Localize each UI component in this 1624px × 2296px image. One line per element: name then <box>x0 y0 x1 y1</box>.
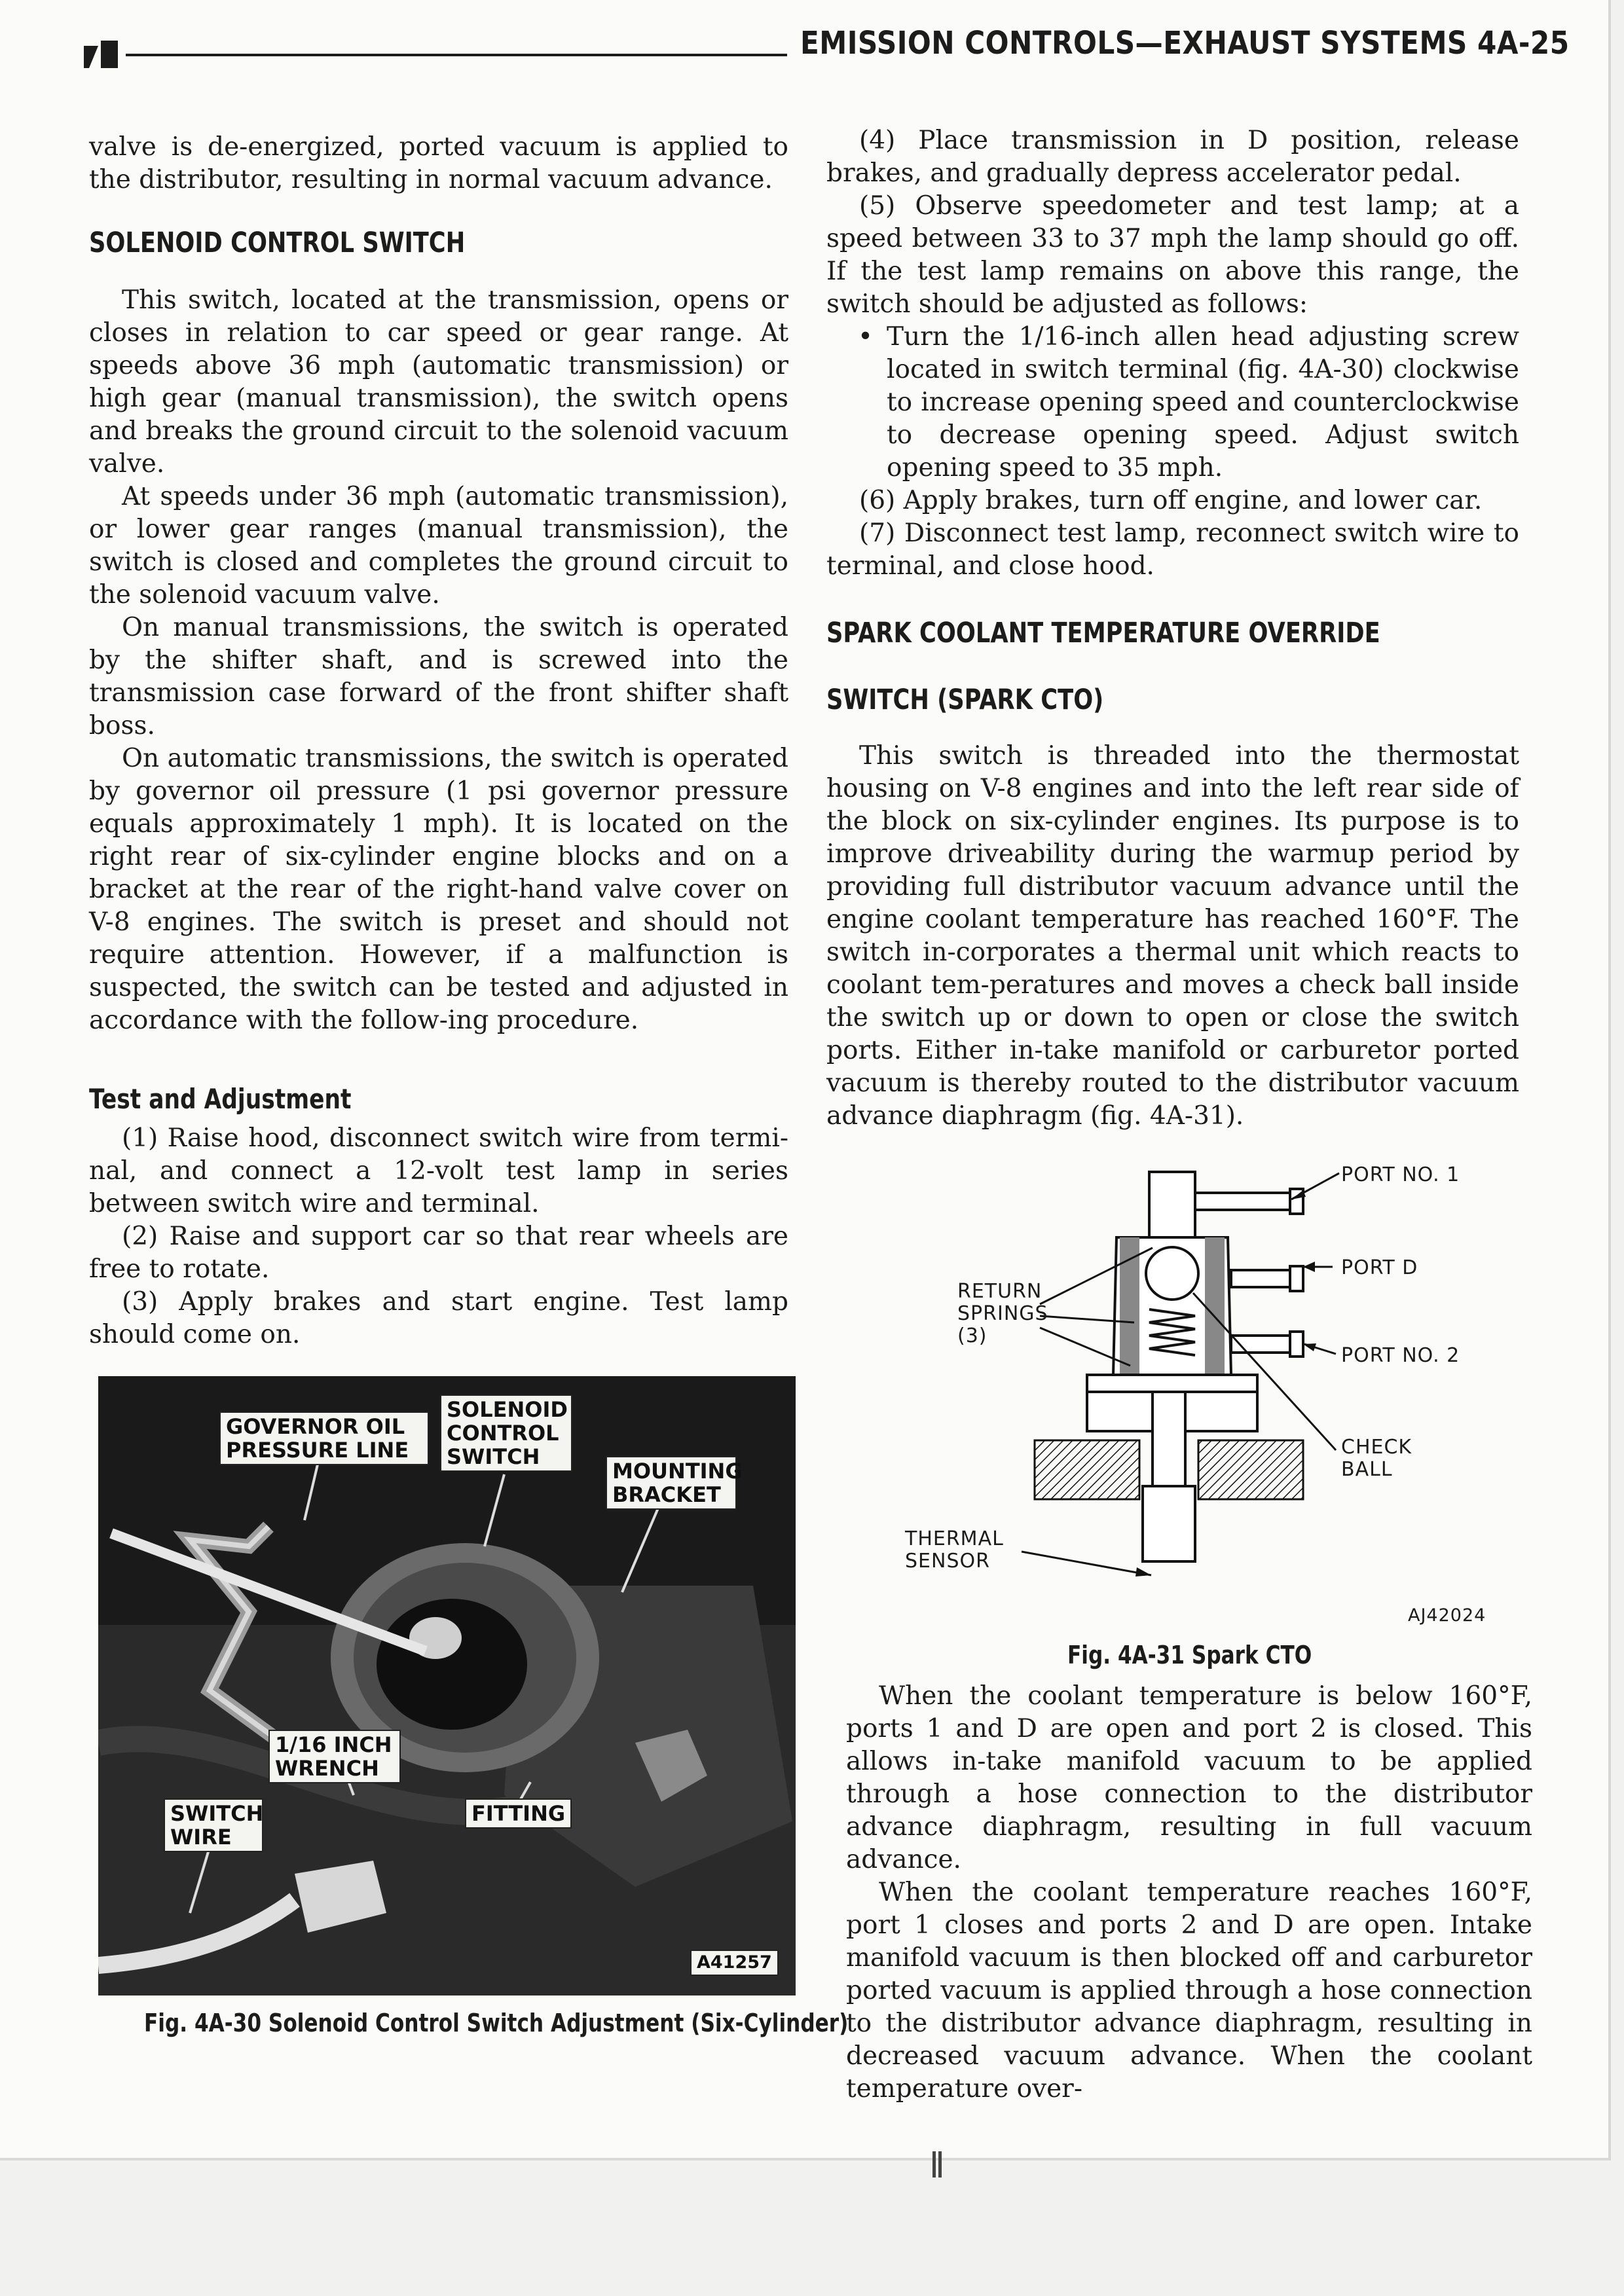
step-7: (7) Disconnect test lamp, reconnect switch wire to terminal, and close hood. <box>826 519 1519 581</box>
label-governor-oil-pressure-line: GOVERNOR OIL PRESSURE LINE <box>219 1412 429 1465</box>
adjust-bullet <box>826 321 1519 484</box>
left-column <box>89 131 788 1351</box>
spark-cto-diagram <box>891 1159 1375 1591</box>
diagram-code: AJ42024 <box>1408 1605 1486 1626</box>
bullet-text: Turn the 1/16-inch allen head adjusting screw located in switch terminal (fig. 4A-30) clockwise to increase opening speed and counterclockwise to decrease opening speed. Adjust switch opening speed to 35 mph. <box>887 322 1519 483</box>
heading-test-and-adjustment: Test and Adjustment <box>89 1083 352 1115</box>
label-return-springs: RETURN SPRINGS (3) <box>957 1280 1048 1347</box>
heading-spark-cto-line1: SPARK COOLANT TEMPERATURE OVERRIDE <box>826 617 1380 649</box>
label-solenoid-control-switch: SOLENOID CONTROL SWITCH <box>440 1394 572 1472</box>
paragraph-cto-description: This switch is threaded into the thermostat housing on V-8 engines and into the left rear side of the block on six-cylinder engines. Its purpose is to improve driveability during the warmup period by providing full distributor vacuum advance until the engine coolant temperature has reached 160°F. The switch in-corporates a thermal unit which reacts to coolant tem-peratures and moves a check ball inside the switch up or down to open or close the switch ports. Either in-take manifold or carburetor ported vacuum is thereby routed to the distributor vacuum advance diaphragm (fig. 4A-31). <box>826 741 1519 1131</box>
bullet-mark: • <box>858 322 874 352</box>
step-1: (1) Raise hood, disconnect switch wire from termi-nal, and connect a 12-volt test lamp in series between switch wire and terminal. <box>89 1123 788 1218</box>
paragraph: On automatic transmissions, the switch is operated by governor oil pressure (1 psi governor pressure equals approximately 1 mph). It is located on the right rear of six-cylinder engine blocks and on a bracket at the rear of the right-hand valve cover on V-8 engines. The switch is preset and should not require attention. However, if a malfunction is suspected, the switch can be tested and adjusted in accordance with the follow-ing procedure. <box>89 744 788 1035</box>
binding-mark <box>932 2151 942 2178</box>
page-header-title: EMISSION CONTROLS—EXHAUST SYSTEMS 4A-25 <box>800 25 1570 62</box>
heading-solenoid-control-switch: SOLENOID CONTROL SWITCH <box>89 227 466 259</box>
label-port-1: PORT NO. 1 <box>1341 1163 1460 1186</box>
step-6: (6) Apply brakes, turn off engine, and lower car. <box>859 486 1483 515</box>
header-rule <box>126 54 787 56</box>
photo-code: A41257 <box>690 1950 779 1976</box>
step-5: (5) Observe speedometer and test lamp; at a speed between 33 to 37 mph the lamp should go off. If the test lamp remains on above this range, the switch should be adjusted as follows: <box>826 191 1519 319</box>
paragraph: This switch, located at the transmission, opens or closes in relation to car speed or gear range. At speeds above 36 mph (automatic transmission) or high gear (manual transmission), the switch opens and breaks the ground circuit to the solenoid vacuum valve. <box>89 285 788 479</box>
label-fitting: FITTING <box>465 1798 572 1829</box>
step-2: (2) Raise and support car so that rear wheels are free to rotate. <box>89 1222 788 1284</box>
right-column-bottom <box>846 1680 1532 2105</box>
paragraph: At speeds under 36 mph (automatic transmission), or lower gear ranges (manual transmission), the switch is closed and completes the ground circuit to the solenoid vacuum valve. <box>89 482 788 610</box>
label-1-16-inch-wrench: 1/16 INCH WRENCH <box>268 1730 401 1783</box>
figure-4a-30-photo <box>98 1376 796 1995</box>
label-thermal-sensor: THERMAL SENSOR <box>905 1527 1004 1573</box>
label-mounting-bracket: MOUNTING BRACKET <box>606 1456 737 1510</box>
section-mark-icon <box>84 41 120 68</box>
figure-4a-31-caption: Fig. 4A-31 Spark CTO <box>1067 1641 1312 1669</box>
step-4: (4) Place transmission in D position, release brakes, and gradually depress accelerator pedal. <box>826 126 1519 188</box>
label-check-ball: CHECK BALL <box>1341 1436 1412 1481</box>
label-switch-wire: SWITCH WIRE <box>164 1798 263 1852</box>
figure-4a-30-caption: Fig. 4A-30 Solenoid Control Switch Adjustment (Six-Cylinder) <box>144 2009 849 2037</box>
label-port-2: PORT NO. 2 <box>1341 1344 1460 1367</box>
right-column-top <box>826 124 1519 1133</box>
paragraph-reaches-160: When the coolant temperature reaches 160°F, port 1 closes and ports 2 and D are open. Intake manifold vacuum is then blocked off and carburetor ported vacuum is applied through a hose connection to the distributor advance diaphragm, resulting in decreased vacuum advance. When the coolant temperature over- <box>846 1878 1532 2104</box>
paragraph-below-160: When the coolant temperature is below 160°F, ports 1 and D are open and port 2 is closed. This allows in-take manifold vacuum to be applied through a hose connection to the distributor advance diaphragm, resulting in full vacuum advance. <box>846 1681 1532 1874</box>
heading-spark-cto-line2: SWITCH (SPARK CTO) <box>826 683 1104 716</box>
paragraph: valve is de-energized, ported vacuum is applied to the distributor, resulting in normal vacuum advance. <box>89 132 788 194</box>
label-port-d: PORT D <box>1341 1256 1418 1279</box>
paragraph: On manual transmissions, the switch is operated by the shifter shaft, and is screwed into the transmission case forward of the front shifter shaft boss. <box>89 613 788 740</box>
step-3: (3) Apply brakes and start engine. Test lamp should come on. <box>89 1287 788 1349</box>
